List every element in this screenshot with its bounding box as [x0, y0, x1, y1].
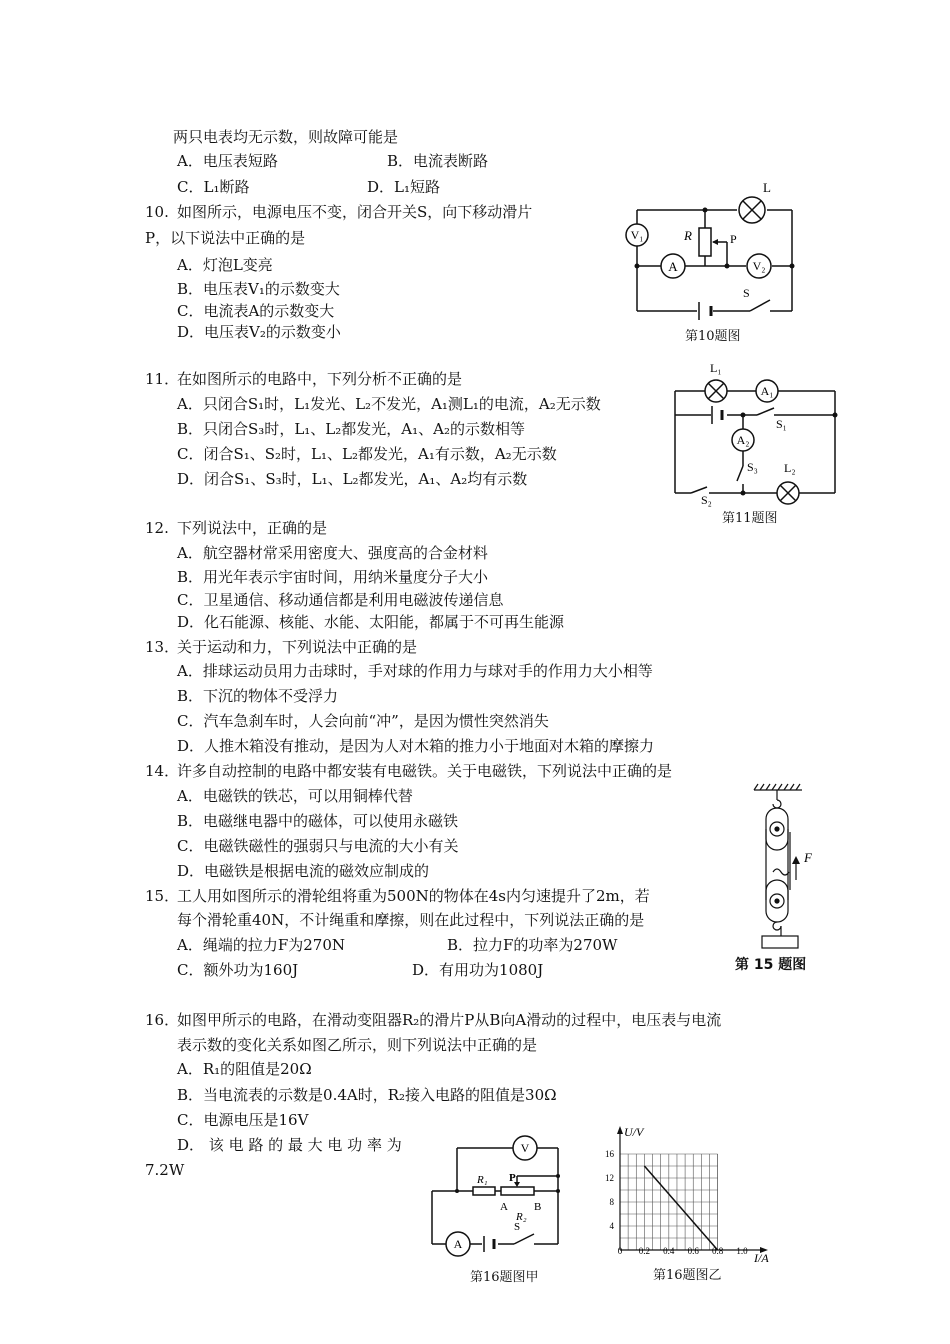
q12-stem: 下列说法中，正确的是 [177, 519, 328, 537]
q10-label-p: P [730, 232, 737, 246]
q15-caption: 第 15 题图 [735, 957, 807, 973]
y-tick-label: 4 [609, 1221, 614, 1231]
q13-stem: 关于运动和力，下列说法中正确的是 [177, 638, 418, 656]
q16-label-p: P [509, 1172, 516, 1184]
q15-label-f: F [804, 850, 812, 865]
q15-option-a: A．绳端的拉力F为270N [177, 936, 345, 954]
x-tick-label: 0.4 [663, 1246, 675, 1256]
q11-label-a2: A₂ [736, 433, 750, 447]
q12-option-d: D．化石能源、核能、水能、太阳能，都属于不可再生能源 [177, 613, 565, 631]
q9-option-a: A．电压表短路 [177, 152, 278, 170]
q14-number: 14． [145, 762, 180, 780]
q16-option-d-line1: D． 该 电 路 的 最 大 电 功 率 为 [177, 1136, 402, 1154]
q10-option-d: D．电压表V₂的示数变小 [177, 323, 341, 341]
y-tick-label: 8 [609, 1197, 614, 1207]
q16-label-a-meter: A [453, 1237, 463, 1251]
q10-label-a: A [668, 259, 678, 274]
q15-option-b: B．拉力F的功率为270W [447, 936, 618, 954]
q15-number: 15． [145, 887, 180, 905]
y-tick-label: 12 [605, 1173, 614, 1183]
q14-stem: 许多自动控制的电路中都安装有电磁铁。关于电磁铁，下列说法中正确的是 [177, 762, 673, 780]
y-tick-label: 16 [605, 1149, 614, 1159]
q16-caption-a: 第16题图甲 [470, 1270, 539, 1285]
q10-label-lamp: L [763, 180, 771, 195]
q11-label-s2: S₂ [701, 493, 712, 507]
q10-label-v1: V₁ [630, 228, 644, 242]
q16-number: 16． [145, 1011, 180, 1029]
series-line [644, 1166, 717, 1250]
q13-number: 13． [145, 638, 180, 656]
q16-option-a: A．R₁的阻值是20Ω [177, 1060, 312, 1078]
q10-option-a: A．灯泡L变亮 [177, 256, 273, 274]
q11-circuit-diagram [665, 358, 845, 508]
q9-option-d: D．L₁短路 [367, 178, 441, 196]
q10-stem-line2: P，以下说法中正确的是 [145, 229, 306, 247]
q16-ui-graph [598, 1112, 788, 1262]
q12-option-a: A．航空器材常采用密度大、强度高的合金材料 [177, 544, 488, 562]
q16-label-s: S [514, 1221, 521, 1233]
q11-option-b: B．只闭合S₃时，L₁、L₂都发光，A₁、A₂的示数相等 [177, 420, 525, 438]
q16-stem-line1: 如图甲所示的电路，在滑动变阻器R₂的滑片P从B向A滑动的过程中，电压表与电流 [177, 1011, 722, 1029]
q11-option-a: A．只闭合S₁时，L₁发光、L₂不发光，A₁测L₁的电流，A₂无示数 [177, 395, 601, 413]
q15-stem-line1: 工人用如图所示的滑轮组将重为500N的物体在4s内匀速提升了2m，若 [177, 887, 650, 905]
x-tick-label: 0 [617, 1246, 623, 1256]
q15-option-d: D．有用功为1080J [412, 961, 544, 979]
q13-option-d: D．人推木箱没有推动，是因为人对木箱的推力小于地面对木箱的摩擦力 [177, 737, 655, 755]
y-axis-label: U/V [624, 1125, 644, 1139]
q15-option-c: C．额外功为160J [177, 961, 299, 979]
q16-option-d-line2: 7.2W [145, 1161, 185, 1179]
q15-stem-line2: 每个滑轮重40N，不计绳重和摩擦，则在此过程中，下列说法正确的是 [177, 911, 645, 929]
x-axis-label: I/A [754, 1251, 769, 1262]
q10-label-r: R [684, 228, 692, 243]
q16-label-v: V [520, 1141, 530, 1155]
q13-option-c: C．汽车急刹车时，人会向前“冲”，是因为惯性突然消失 [177, 712, 549, 730]
q14-option-d: D．电磁铁是根据电流的磁效应制成的 [177, 862, 430, 880]
q11-stem: 在如图所示的电路中，下列分析不正确的是 [177, 370, 463, 388]
q11-label-s1: S₁ [776, 417, 787, 431]
q10-label-s: S [743, 286, 750, 300]
q9-option-c: C．L₁断路 [177, 178, 250, 196]
x-tick-label: 0.6 [687, 1246, 699, 1256]
q13-option-b: B．下沉的物体不受浮力 [177, 687, 339, 705]
q16-option-b: B．当电流表的示数是0.4A时，R₂接入电路的阻值是30Ω [177, 1086, 557, 1104]
q10-option-c: C．电流表A的示数变大 [177, 302, 335, 320]
q10-number: 10. [145, 203, 169, 221]
q10-caption: 第10题图 [685, 329, 741, 344]
q11-label-l1: L₁ [710, 361, 722, 375]
q11-number: 11． [145, 370, 180, 388]
q14-option-c: C．电磁铁磁性的强弱只与电流的大小有关 [177, 837, 459, 855]
q14-option-a: A．电磁铁的铁芯，可以用铜棒代替 [177, 787, 413, 805]
q11-option-c: C．闭合S₁、S₂时，L₁、L₂都发光，A₁有示数，A₂无示数 [177, 445, 557, 463]
y-axis-arrow [617, 1126, 623, 1134]
q12-option-b: B．用光年表示宇宙时间，用纳米量度分子大小 [177, 568, 489, 586]
q16-label-b-end: B [534, 1201, 542, 1213]
q10-option-b: B．电压表V₁的示数变大 [177, 280, 340, 298]
q16-label-r1: R₁ [477, 1174, 488, 1186]
q16-circuit-diagram [420, 1128, 580, 1258]
q10-stem-line1: 如图所示，电源电压不变，闭合开关S，向下移动滑片 [177, 203, 533, 221]
q16-label-a-end: A [500, 1201, 508, 1213]
q12-number: 12. [145, 519, 169, 537]
q16-stem-line2: 表示数的变化关系如图乙所示，则下列说法中正确的是 [177, 1036, 538, 1054]
q10-label-v2: V₂ [752, 259, 766, 273]
q16-label-r2: R₂ [516, 1211, 527, 1223]
q10-circuit-diagram [615, 180, 815, 320]
q13-option-a: A．排球运动员用力击球时，手对球的作用力与球对手的作用力大小相等 [177, 662, 653, 680]
q16-option-c: C．电源电压是16V [177, 1111, 309, 1129]
q11-label-l2: L₂ [784, 461, 796, 475]
q11-option-d: D．闭合S₁、S₃时，L₁、L₂都发光，A₁、A₂均有示数 [177, 470, 528, 488]
q12-option-c: C．卫星通信、移动通信都是利用电磁波传递信息 [177, 591, 504, 609]
x-tick-label: 0.2 [638, 1246, 651, 1256]
x-tick-label: 0.8 [711, 1246, 724, 1256]
q16-caption-b: 第16题图乙 [653, 1268, 722, 1283]
q11-label-s3: S₃ [747, 460, 758, 474]
q9-stem: 两只电表均无示数，则故障可能是 [173, 128, 399, 146]
q11-label-a1: A₁ [760, 384, 774, 398]
q14-option-b: B．电磁继电器中的磁体，可以使用永磁铁 [177, 812, 459, 830]
q15-pulley-diagram [740, 780, 830, 950]
q9-option-b: B．电流表断路 [387, 152, 489, 170]
q11-caption: 第11题图 [722, 511, 778, 526]
x-tick-label: 1.0 [736, 1246, 748, 1256]
